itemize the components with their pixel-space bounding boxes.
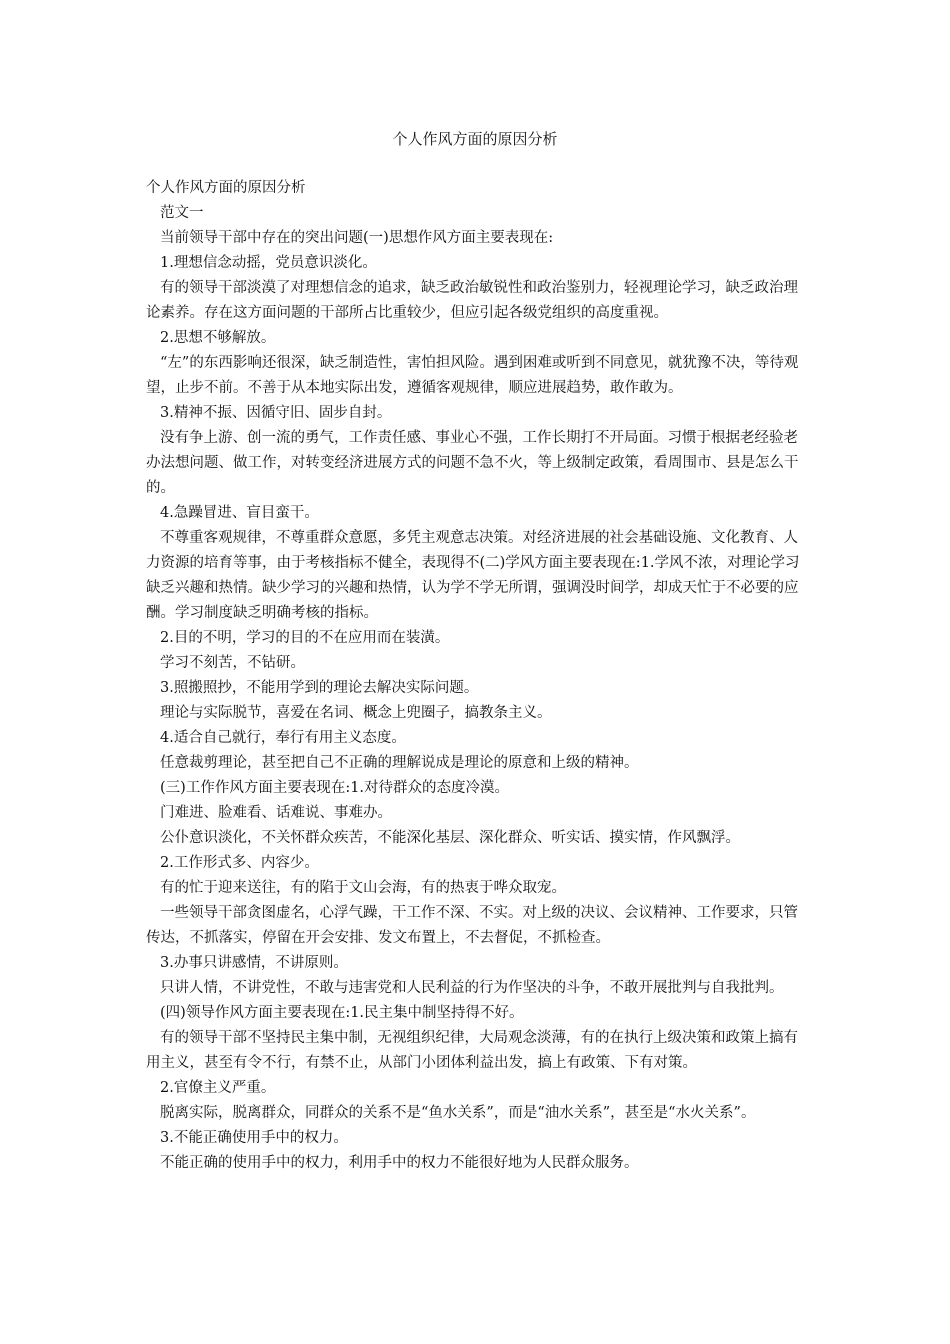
paragraph: (四)领导作风方面主要表现在:1.民主集中制坚持得不好。	[160, 1005, 524, 1021]
paragraph: 当前领导干部中存在的突出问题(一)思想作风方面主要表现在:	[160, 230, 554, 246]
paragraph: (三)工作作风方面主要表现在:1.对待群众的态度冷漠。	[160, 780, 510, 796]
document-subtitle: 个人作风方面的原因分析	[146, 180, 306, 196]
document-title: 个人作风方面的原因分析	[392, 130, 558, 148]
paragraph: 任意裁剪理论，甚至把自己不正确的理解说成是理论的原意和上级的精神。	[160, 755, 639, 771]
paragraph: 有的领导干部不坚持民主集中制，无视组织纪律，大局观念淡薄，有的在执行上级决策和政策上搞有用主义，甚至有令不行，有禁不止，从部门小团体利益出发，搞上有政策、下有对策。	[146, 1030, 798, 1071]
paragraph: 理论与实际脱节，喜爱在名词、概念上兜圈子，搞教条主义。	[160, 705, 552, 721]
paragraph: 3.不能正确使用手中的权力。	[160, 1130, 348, 1146]
paragraph: 2.思想不够解放。	[160, 330, 276, 346]
paragraph: 2.工作形式多、内容少。	[160, 855, 319, 871]
paragraph: 3.办事只讲感情，不讲原则。	[160, 955, 348, 971]
paragraph: “左”的东西影响还很深，缺乏制造性，害怕担风险。遇到困难或听到不同意见，就犹豫不决，等待观望，止步不前。不善于从本地实际出发，遵循客观规律，顺应进展趋势，敢作敢为。	[146, 355, 799, 396]
paragraph: 不尊重客观规律，不尊重群众意愿，多凭主观意志决策。对经济进展的社会基础设施、文化教育、人力资源的培育等事，由于考核指标不健全，表现得不(二)学风方面主要表现在:1.学风不浓，对理论学习缺乏兴趣和热情。缺少学习的兴趣和热情，认为学不学无所谓，强调没时间学，却成天忙于不必要的应酬。学习制度缺乏明确考核的指标。	[146, 530, 800, 621]
paragraph: 学习不刻苦，不钻研。	[160, 655, 305, 671]
paragraph: 有的领导干部淡漠了对理想信念的追求，缺乏政治敏锐性和政治鉴别力，轻视理论学习，缺乏政治理论素养。存在这方面问题的干部所占比重较少，但应引起各级党组织的高度重视。	[146, 280, 798, 321]
paragraph: 只讲人情，不讲党性，不敢与违害党和人民利益的行为作坚决的斗争，不敢开展批判与自我批判。	[160, 980, 784, 996]
paragraph: 没有争上游、创一流的勇气，工作责任感、事业心不强，工作长期打不开局面。习惯于根据老经验老办法想问题、做工作，对转变经济进展方式的问题不急不火，等上级制定政策，看周围市、县是怎么干的。	[146, 430, 799, 496]
paragraph: 3.精神不振、因循守旧、固步自封。	[160, 405, 392, 421]
paragraph: 范文一	[160, 205, 204, 221]
paragraph: 2.官僚主义严重。	[160, 1080, 276, 1096]
paragraph: 4.急躁冒进、盲目蛮干。	[160, 505, 319, 521]
paragraph: 不能正确的使用手中的权力，利用手中的权力不能很好地为人民群众服务。	[160, 1155, 639, 1171]
paragraph: 一些领导干部贪图虚名，心浮气躁，干工作不深、不实。对上级的决议、会议精神、工作要求，只管传达，不抓落实，停留在开会安排、发文布置上，不去督促，不抓检查。	[146, 905, 798, 946]
paragraph: 有的忙于迎来送往，有的陷于文山会海，有的热衷于哗众取宠。	[160, 880, 566, 896]
paragraph: 门难进、脸难看、话难说、事难办。	[160, 805, 392, 821]
paragraph: 3.照搬照抄，不能用学到的理论去解决实际问题。	[160, 680, 479, 696]
paragraph: 4.适合自己就行，奉行有用主义态度。	[160, 730, 406, 746]
paragraph: 1.理想信念动摇，党员意识淡化。	[160, 255, 377, 271]
paragraph: 公仆意识淡化，不关怀群众疾苦，不能深化基层、深化群众、听实话、摸实情，作风飘浮。	[160, 830, 740, 846]
paragraph: 2.目的不明，学习的目的不在应用而在装潢。	[160, 630, 450, 646]
document-body	[146, 176, 811, 1176]
paragraph: 脱离实际，脱离群众，同群众的关系不是“鱼水关系”，而是“油水关系”，甚至是“水火关系”。	[160, 1105, 756, 1121]
